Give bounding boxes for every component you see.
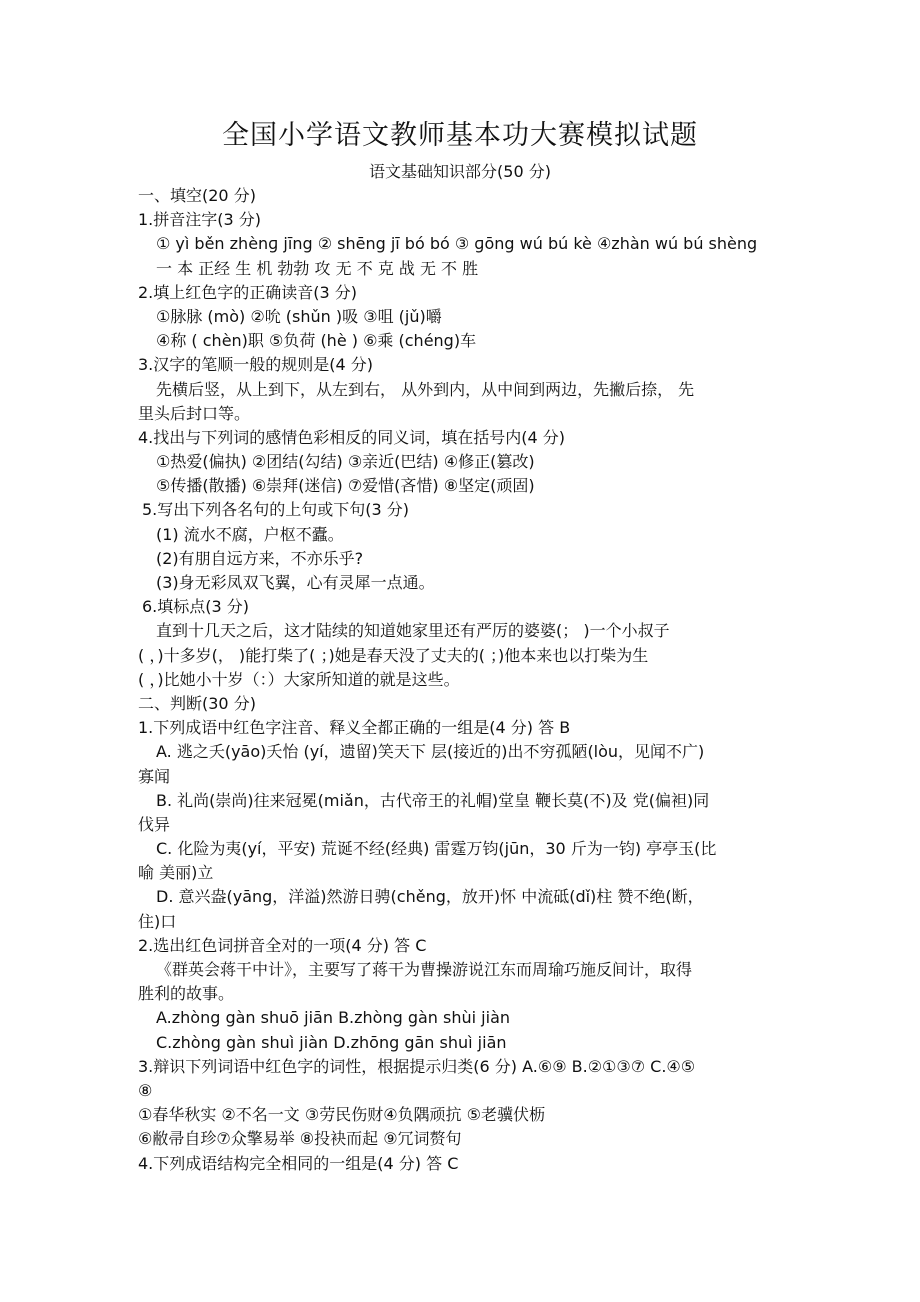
question-heading: 3.辩识下列词语中红色字的词性，根据提示归类(6 分) A.⑥⑨ B.②①③⑦ C.④⑤ (138, 1056, 696, 1076)
option-line: C.zhòng gàn shuì jiàn D.zhōng gān shuì jiān (156, 1032, 507, 1052)
question-heading: 4.找出与下列词的感情色彩相反的同义词，填在括号内(4 分) (138, 427, 566, 447)
question-heading: 3.汉字的笔顺一般的规则是(4 分) (138, 355, 374, 375)
answer-line: ①脉脉 (mò) ②吮 (shǔn )吸 ③咀 (jǔ)嚼 (156, 306, 442, 326)
option-line: A. 逃之夭(yāo)夭怡 (yí，遗留)笑天下 层(接近的)出不穷孤陋(lòu，见闻不广) (156, 742, 705, 762)
page-title: 全国小学语文教师基本功大赛模拟试题 (222, 120, 698, 151)
option-line: C. 化险为夷(yí，平安) 荒诞不经(经典) 雷霆万钧(jūn，30 斤为一钧) 亭亭玉(比 (156, 839, 717, 859)
question-heading: 1.拼音注字(3 分) (138, 210, 262, 230)
question-heading: 2.填上红色字的正确读音(3 分) (138, 282, 358, 302)
option-line: 住)口 (138, 911, 177, 931)
answer-line: 胜利的故事。 (138, 984, 235, 1004)
answer-line: (2)有朋自远方来，不亦乐乎? (156, 548, 364, 568)
question-heading: ⑧ (138, 1080, 153, 1100)
answer-line: (1) 流水不腐，户枢不蠹。 (156, 524, 344, 544)
question-heading: 5.写出下列各名句的上句或下句(3 分) (142, 500, 410, 520)
question-heading: 6.填标点(3 分) (142, 597, 250, 617)
answer-line: ( ，)比她小十岁（：）大家所知道的就是这些。 (138, 669, 460, 689)
answer-line: 直到十几天之后，这才陆续的知道她家里还有严厉的婆婆(； )一个小叔子 (156, 621, 670, 641)
hanzi-line: 一 本 正经 生 机 勃勃 攻 无 不 克 战 无 不 胜 (156, 258, 479, 278)
page-subtitle: 语文基础知识部分(50 分) (369, 162, 551, 181)
option-line: 喻 美丽)立 (138, 863, 214, 883)
answer-line: (3)身无彩凤双飞翼，心有灵犀一点通。 (156, 573, 435, 592)
document-body (138, 184, 788, 1176)
option-line: 伐异 (138, 814, 171, 834)
question-heading: 2.选出红色词拼音全对的一项(4 分) 答 C (138, 935, 427, 955)
question-heading: 1.下列成语中红色字注音、释义全都正确的一组是(4 分) 答 B (138, 718, 571, 738)
option-line: A.zhòng gàn shuō jiān B.zhòng gàn shùi jiàn (156, 1008, 511, 1028)
answer-line: ⑥敝帚自珍⑦众擎易举 ⑧投袂而起 ⑨冗词赘句 (138, 1129, 462, 1149)
question-heading: 4.下列成语结构完全相同的一组是(4 分) 答 C (138, 1153, 459, 1173)
answer-line: ④称 ( chèn)职 ⑤负荷 (hè ) ⑥乘 (chéng)车 (156, 331, 477, 351)
answer-line: ( ，)十多岁(， )能打柴了( ；)她是春天没了丈夫的( ；)他本来也以打柴为生 (138, 645, 649, 665)
section-heading: 一、填空(20 分) (138, 186, 256, 205)
answer-line: 先横后竖，从上到下，从左到右， 从外到内，从中间到两边，先撇后捺， 先 (156, 379, 695, 399)
answer-line: 《群英会蒋干中计》，主要写了蒋干为曹操游说江东而周瑜巧施反间计，取得 (156, 960, 693, 979)
answer-line: ①热爱(偏执) ②团结(勾结) ③亲近(巴结) ④修正(篡改) (156, 452, 535, 472)
answer-line: ①春华秋实 ②不名一文 ③劳民伤财④负隅顽抗 ⑤老骥伏枥 (138, 1105, 545, 1125)
option-line: 寡闻 (138, 766, 171, 786)
option-line: D. 意兴盎(yāng，洋溢)然游日骋(chěng，放开)怀 中流砥(dǐ)柱 赞不绝(断， (156, 887, 704, 907)
answer-line: ⑤传播(散播) ⑥崇拜(迷信) ⑦爱惜(吝惜) ⑧坚定(顽固) (156, 476, 535, 496)
answer-line: 里头后封口等。 (138, 403, 251, 423)
section-heading: 二、判断(30 分) (138, 693, 256, 713)
option-line: B. 礼尚(崇尚)往来冠冕(miǎn，古代帝王的礼帽)堂皇 鞭长莫(不)及 党(偏袒)同 (156, 790, 710, 810)
pinyin-line: ① yì běn zhènɡ jīng ② shēng jī bó bó ③ ɡōng wú bú kè ④zhàn wú bú shèng (156, 234, 758, 254)
